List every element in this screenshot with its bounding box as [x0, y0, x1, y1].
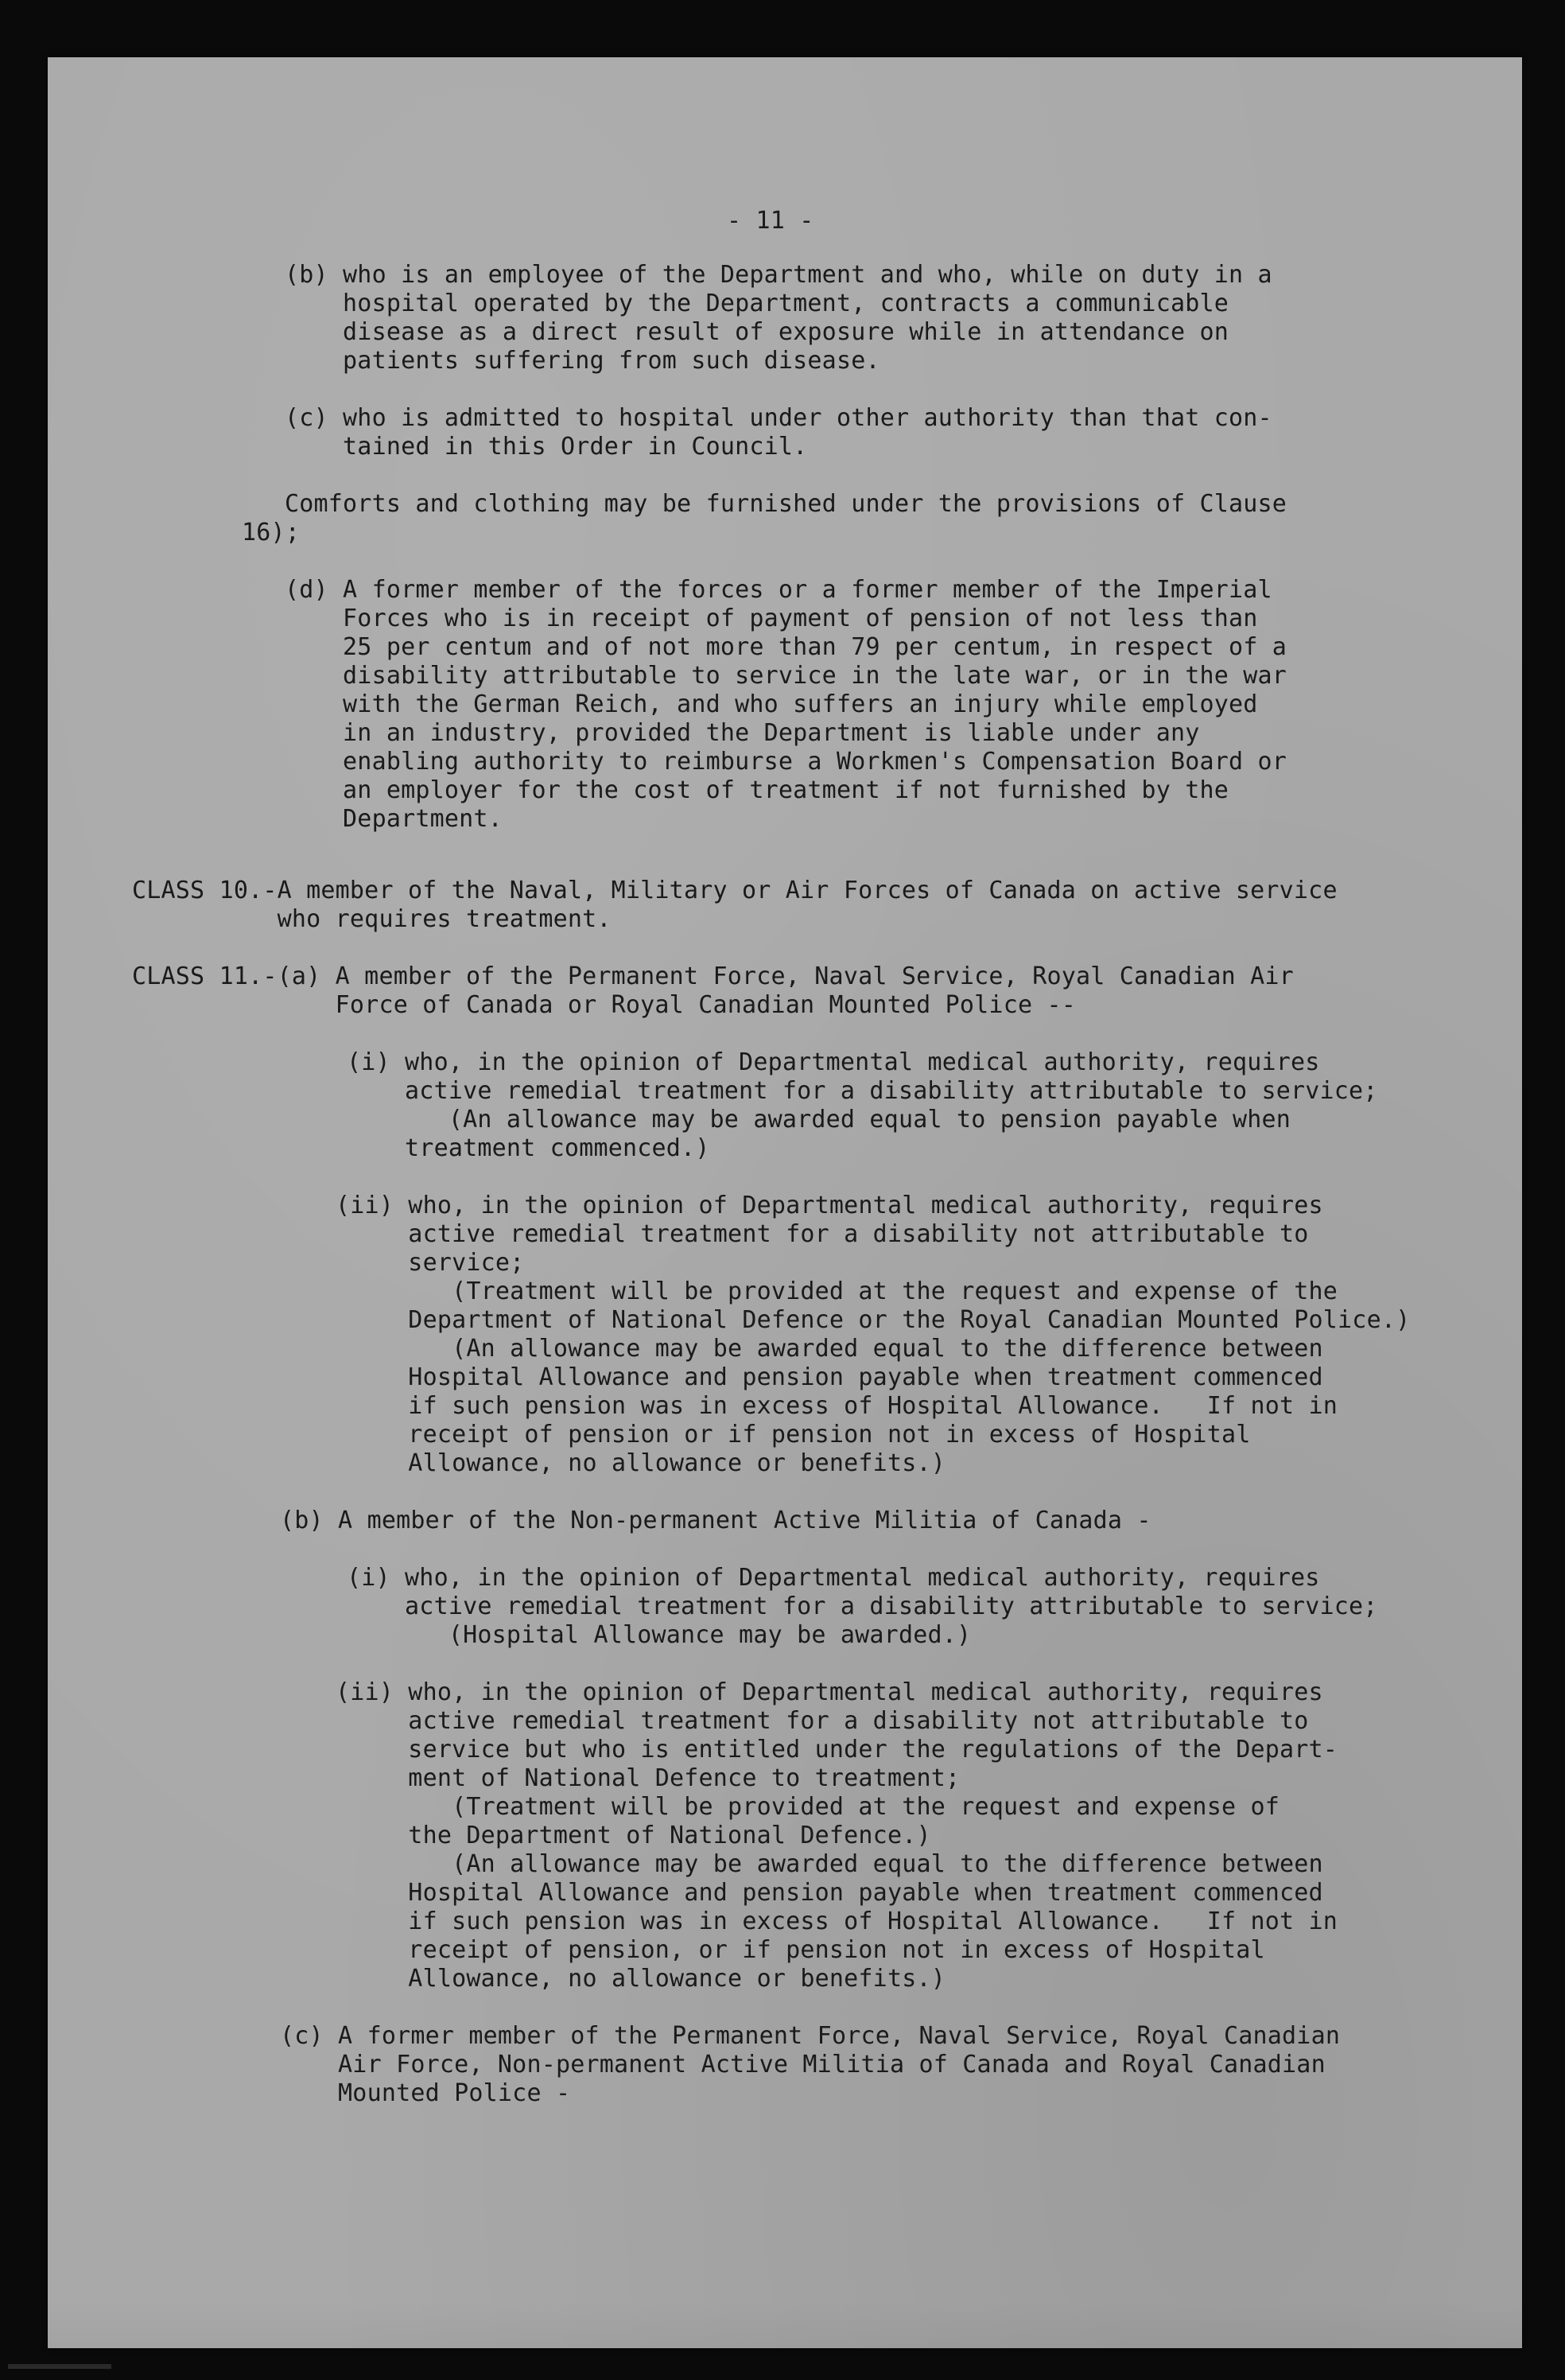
text-line: Department. — [285, 805, 503, 833]
text-line: Hospital Allowance and pension payable when treatment commenced — [336, 1879, 1323, 1907]
text-line: Department of National Defence or the Royal Canadian Mounted Police.) — [336, 1306, 1411, 1334]
text-line: (i) who, in the opinion of Departmental medical authority, requires — [347, 1564, 1320, 1592]
text-line: who requires treatment. — [132, 905, 612, 933]
scan-edge-mark — [8, 2364, 111, 2369]
scanned-page — [48, 57, 1522, 2348]
text-line: patients suffering from such disease. — [285, 347, 880, 375]
text-line: active remedial treatment for a disability not attributable to — [336, 1220, 1309, 1248]
text-line: (d) A former member of the forces or a former member of the Imperial — [285, 576, 1272, 604]
text-line: service; — [336, 1249, 525, 1277]
text-line: active remedial treatment for a disability attributable to service; — [347, 1592, 1378, 1620]
text-line: (b) who is an employee of the Department and who, while on duty in a — [285, 261, 1272, 289]
text-line: disease as a direct result of exposure while in attendance on — [285, 318, 1229, 346]
text-line: (An allowance may be awarded equal to the difference between — [336, 1335, 1323, 1363]
text-line: Hospital Allowance and pension payable when treatment commenced — [336, 1363, 1323, 1391]
text-line: 16); — [242, 519, 301, 546]
text-line: the Department of National Defence.) — [336, 1822, 931, 1849]
text-line: with the German Reich, and who suffers an injury while employed — [285, 690, 1258, 718]
text-line: active remedial treatment for a disability not attributable to — [336, 1707, 1309, 1735]
text-line: receipt of pension, or if pension not in excess of Hospital — [336, 1936, 1265, 1964]
text-line: (Hospital Allowance may be awarded.) — [347, 1621, 972, 1649]
text-line: Mounted Police - — [280, 2079, 571, 2107]
text-line: (ii) who, in the opinion of Departmental medical authority, requires — [336, 1678, 1323, 1706]
text-line: receipt of pension or if pension not in excess of Hospital — [336, 1421, 1251, 1449]
text-line: disability attributable to service in the late war, or in the war — [285, 662, 1287, 690]
text-line: (c) who is admitted to hospital under other authority than that con- — [285, 404, 1272, 432]
text-line: Allowance, no allowance or benefits.) — [336, 1965, 946, 1993]
text-line: (c) A former member of the Permanent Force, Naval Service, Royal Canadian — [280, 2022, 1341, 2050]
text-line: (ii) who, in the opinion of Departmental medical authority, requires — [336, 1192, 1323, 1219]
text-line: (i) who, in the opinion of Departmental medical authority, requires — [347, 1048, 1320, 1076]
text-line: hospital operated by the Department, contracts a communicable — [285, 290, 1229, 317]
text-line: in an industry, provided the Department is liable under any — [285, 719, 1200, 747]
text-line: Allowance, no allowance or benefits.) — [336, 1449, 946, 1477]
text-line: Comforts and clothing may be furnished under the provisions of Clause — [285, 490, 1287, 518]
text-line: Forces who is in receipt of payment of pension of not less than — [285, 605, 1258, 632]
text-line: service but who is entitled under the regulations of the Depart- — [336, 1736, 1338, 1764]
text-line: Force of Canada or Royal Canadian Mounted Police -- — [132, 991, 1076, 1019]
text-line: (Treatment will be provided at the request and expense of — [336, 1793, 1280, 1821]
page-number: - 11 - — [727, 207, 814, 235]
text-line: (An allowance may be awarded equal to pension payable when — [347, 1106, 1291, 1134]
text-line: an employer for the cost of treatment if not furnished by the — [285, 776, 1229, 804]
page-text — [48, 57, 1411, 2107]
text-line: active remedial treatment for a disability attributable to service; — [347, 1077, 1378, 1105]
text-line: CLASS 11.-(a) A member of the Permanent Force, Naval Service, Royal Canadian Air — [132, 962, 1294, 990]
text-line: Air Force, Non-permanent Active Militia of Canada and Royal Canadian — [280, 2051, 1326, 2079]
text-line: CLASS 10.-A member of the Naval, Military or Air Forces of Canada on active service — [132, 877, 1338, 904]
text-line: (b) A member of the Non-permanent Active Militia of Canada - — [280, 1507, 1151, 1534]
text-line: if such pension was in excess of Hospital Allowance. If not in — [336, 1908, 1338, 1935]
text-line: tained in this Order in Council. — [285, 433, 808, 461]
text-line: treatment commenced.) — [347, 1134, 710, 1162]
text-line: (An allowance may be awarded equal to the difference between — [336, 1850, 1323, 1878]
text-line: enabling authority to reimburse a Workmen's Compensation Board or — [285, 748, 1287, 776]
text-line: 25 per centum and of not more than 79 per centum, in respect of a — [285, 633, 1287, 661]
text-line: if such pension was in excess of Hospital Allowance. If not in — [336, 1392, 1338, 1420]
paper-shadow — [48, 2300, 1522, 2348]
text-line: (Treatment will be provided at the request and expense of the — [336, 1278, 1338, 1305]
text-line: ment of National Defence to treatment; — [336, 1764, 961, 1792]
